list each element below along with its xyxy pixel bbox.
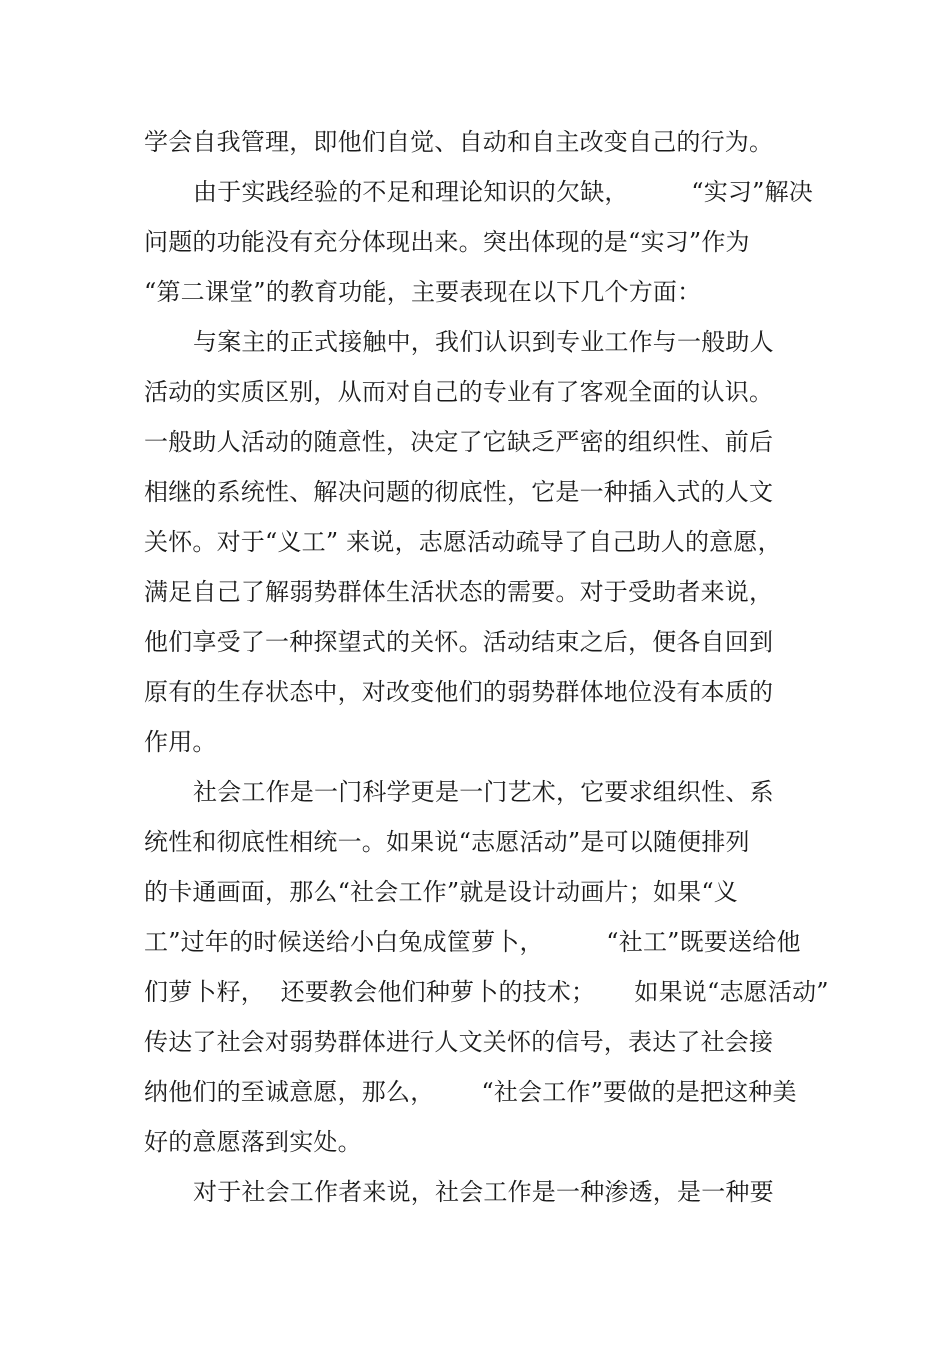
text-line: 相继的系统性、解决问题的彻底性，它是一种插入式的人文 [144,478,774,506]
text-line: 问题的功能没有充分体现出来。突出体现的是“实习”作为 [144,228,750,256]
text-line: “第二课堂”的教育功能，主要表现在以下几个方面： [144,278,702,306]
text-line: 原有的生存状态中，对改变他们的弱势群体地位没有本质的 [144,678,774,706]
text-line: 一般助人活动的随意性，决定了它缺乏严密的组织性、前后 [144,428,774,456]
text-line: 由于实践经验的不足和理论知识的欠缺， “实习”解决 [193,178,813,206]
text-line: 与案主的正式接触中，我们认识到专业工作与一般助人 [193,328,774,356]
text-line: 们萝卜籽， 还要教会他们种萝卜的技术； 如果说“志愿活动” [144,978,829,1006]
text-line: 作用。 [144,728,217,756]
text-line: 传达了社会对弱势群体进行人文关怀的信号，表达了社会接 [144,1028,774,1056]
text-line: 他们享受了一种探望式的关怀。活动结束之后，便各自回到 [144,628,774,656]
text-line: 工”过年的时候送给小白兔成筐萝卜， “社工”既要送给他 [144,928,801,956]
text-line: 关怀。对于“义工” 来说，志愿活动疏导了自己助人的意愿， [144,528,782,556]
text-line: 的卡通画面，那么“社会工作”就是设计动画片；如果“义 [144,878,739,906]
text-line: 活动的实质区别，从而对自己的专业有了客观全面的认识。 [144,378,774,406]
text-line: 纳他们的至诚意愿，那么， “社会工作”要做的是把这种美 [144,1078,797,1106]
text-line: 学会自我管理，即他们自觉、自动和自主改变自己的行为。 [144,128,774,156]
text-line: 满足自己了解弱势群体生活状态的需要。对于受助者来说， [144,578,774,606]
text-line: 统性和彻底性相统一。如果说“志愿活动”是可以随便排列 [144,828,750,856]
text-line: 社会工作是一门科学更是一门艺术，它要求组织性、系 [193,778,774,806]
text-line: 好的意愿落到实处。 [144,1128,362,1156]
text-line: 对于社会工作者来说，社会工作是一种渗透，是一种要 [193,1178,774,1206]
